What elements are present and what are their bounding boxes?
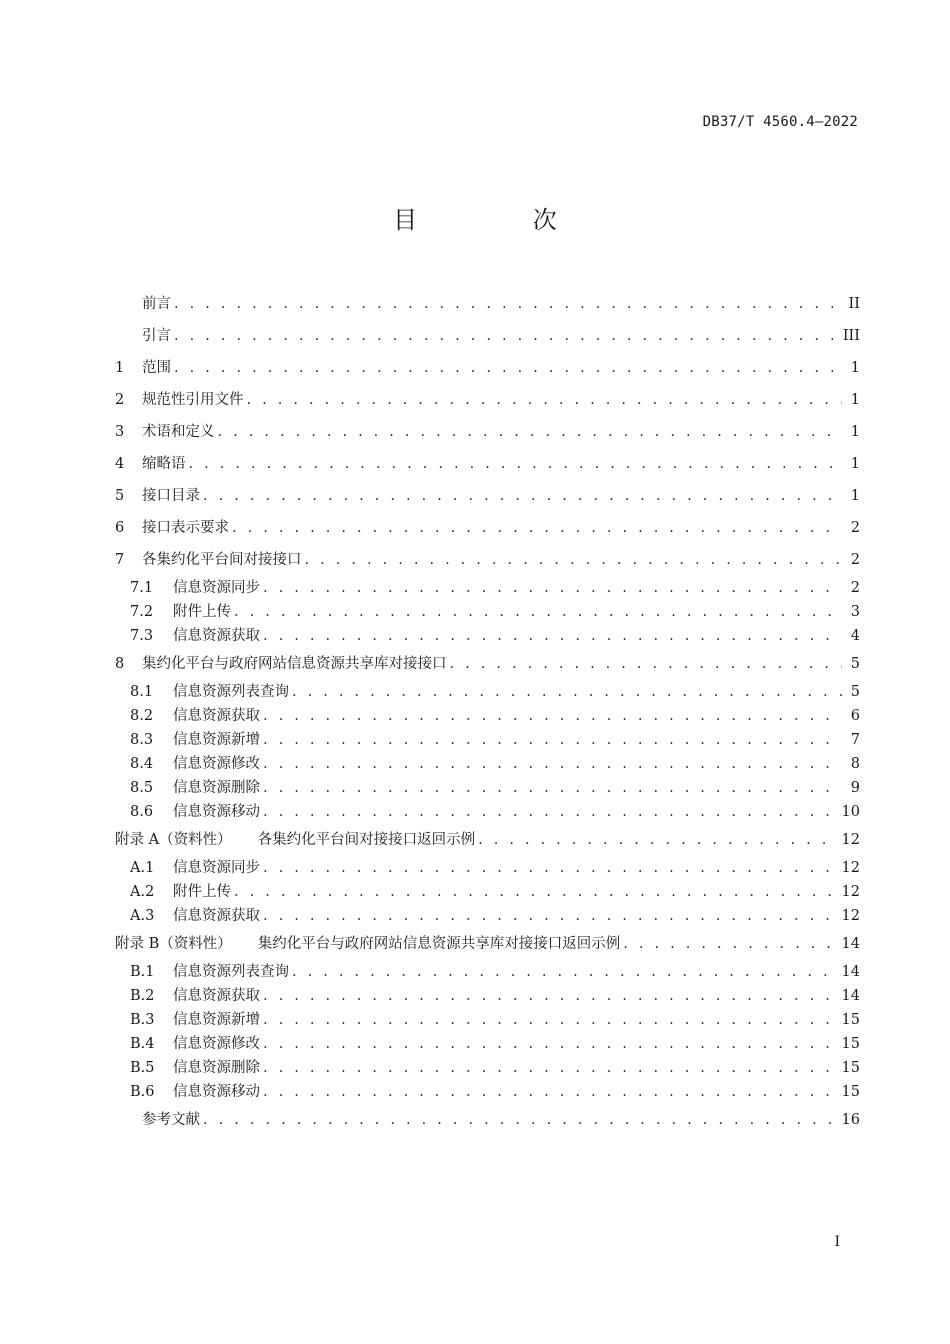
toc-entry-page: 3: [850, 604, 860, 620]
toc-entry[interactable]: [115, 600, 860, 624]
dot-leader: [305, 544, 843, 576]
toc-entry[interactable]: [115, 288, 860, 320]
toc-entry[interactable]: [115, 928, 860, 960]
toc-entry-label: 信息资源列表查询: [173, 964, 289, 980]
toc-entry[interactable]: [115, 1104, 860, 1136]
dot-leader: [292, 680, 842, 704]
toc-entry-label: 引言: [142, 328, 171, 344]
toc-entry-page: 14: [841, 936, 860, 952]
toc-entry-page: 5: [850, 684, 860, 700]
toc-entry-label: 信息资源新增: [173, 1012, 260, 1028]
toc-entry-number: A.3: [130, 908, 155, 924]
toc-entry-number: 1: [115, 360, 125, 376]
dot-leader: [623, 928, 837, 960]
toc-entry[interactable]: [115, 384, 860, 416]
toc-entry-page: 1: [850, 360, 860, 376]
toc-entry-number: 5: [115, 488, 125, 504]
dot-leader: [189, 448, 843, 480]
toc-entry-number: 8: [115, 656, 125, 672]
dot-leader: [292, 960, 838, 984]
toc-entry-page: 14: [841, 964, 860, 980]
toc-entry-label: 信息资源同步: [173, 860, 260, 876]
toc-entry-page: II: [848, 296, 860, 312]
toc-entry-label: 集约化平台与政府网站信息资源共享库对接接口返回示例: [257, 936, 621, 952]
toc-entry-page: 14: [841, 988, 860, 1004]
dot-leader: [450, 648, 843, 680]
toc-entry-number: 7.2: [130, 604, 154, 620]
toc-entry-label: 附件上传: [173, 604, 231, 620]
dot-leader: [263, 728, 842, 752]
toc-entry[interactable]: [115, 576, 860, 600]
toc-entry-number: 6: [115, 520, 125, 536]
toc-entry-label: 各集约化平台间对接接口: [142, 552, 302, 568]
toc-entry[interactable]: [115, 752, 860, 776]
table-of-contents: [115, 288, 860, 1136]
dot-leader: [263, 624, 842, 648]
toc-entry-page: 15: [841, 1036, 860, 1052]
toc-entry-label: 附件上传: [173, 884, 231, 900]
toc-entry-label: 信息资源获取: [173, 908, 260, 924]
toc-entry-number: 8.6: [130, 804, 154, 820]
dot-leader: [234, 600, 842, 624]
toc-entry-page: 12: [841, 860, 860, 876]
toc-entry-number: B.4: [130, 1036, 155, 1052]
toc-entry-page: 12: [841, 884, 860, 900]
toc-entry-label: 信息资源同步: [173, 580, 260, 596]
toc-entry-number: A.2: [130, 884, 155, 900]
toc-entry-page: 12: [841, 908, 860, 924]
dot-leader: [263, 1032, 838, 1056]
toc-entry[interactable]: [115, 1056, 860, 1080]
toc-entry-page: 9: [850, 780, 860, 796]
toc-entry-number: B.6: [130, 1084, 155, 1100]
toc-entry-page: 15: [841, 1084, 860, 1100]
toc-entry[interactable]: [115, 1032, 860, 1056]
dot-leader: [478, 824, 837, 856]
toc-entry-label: 参考文献: [142, 1112, 200, 1128]
toc-entry-page: 12: [841, 832, 860, 848]
toc-entry[interactable]: [115, 1080, 860, 1104]
toc-entry[interactable]: [115, 416, 860, 448]
toc-entry[interactable]: [115, 544, 860, 576]
toc-entry-number: 7: [115, 552, 125, 568]
toc-entry-number: 8.4: [130, 756, 154, 772]
toc-entry-number: 8.1: [130, 684, 154, 700]
toc-entry-page: 2: [850, 552, 860, 568]
toc-entry-label: 信息资源移动: [173, 1084, 260, 1100]
toc-entry-label: 各集约化平台间对接接口返回示例: [257, 832, 476, 848]
dot-leader: [174, 352, 842, 384]
toc-entry-label: 信息资源获取: [173, 988, 260, 1004]
toc-entry-number: 8.3: [130, 732, 154, 748]
toc-entry-number: 3: [115, 424, 125, 440]
dot-leader: [263, 776, 842, 800]
toc-entry-number: 附录 A（资料性）: [115, 832, 232, 848]
toc-entry[interactable]: [115, 704, 860, 728]
toc-entry-label: 信息资源移动: [173, 804, 260, 820]
toc-entry[interactable]: [115, 624, 860, 648]
toc-entry[interactable]: [115, 800, 860, 824]
toc-entry-number: A.1: [130, 860, 155, 876]
toc-entry[interactable]: [115, 856, 860, 880]
toc-entry-label: 信息资源列表查询: [173, 684, 289, 700]
dot-leader: [174, 288, 842, 320]
toc-entry-label: 术语和定义: [142, 424, 215, 440]
dot-leader: [263, 1056, 838, 1080]
dot-leader: [203, 480, 842, 512]
toc-entry-number: B.3: [130, 1012, 155, 1028]
toc-entry[interactable]: [115, 880, 860, 904]
toc-entry[interactable]: [115, 904, 860, 928]
dot-leader: [263, 984, 838, 1008]
toc-entry-page: 10: [841, 804, 860, 820]
toc-entry-page: III: [842, 328, 860, 344]
toc-entry-page: 6: [850, 708, 860, 724]
dot-leader: [232, 512, 842, 544]
toc-entry-label: 信息资源修改: [173, 756, 260, 772]
toc-entry[interactable]: [115, 648, 860, 680]
toc-entry[interactable]: [115, 776, 860, 800]
toc-entry-number: 2: [115, 392, 125, 408]
toc-entry-label: 信息资源新增: [173, 732, 260, 748]
toc-entry-number: B.5: [130, 1060, 155, 1076]
dot-leader: [263, 904, 838, 928]
toc-entry-number: 8.2: [130, 708, 154, 724]
dot-leader: [174, 320, 839, 352]
dot-leader: [218, 416, 843, 448]
toc-entry-number: 7.1: [130, 580, 154, 596]
toc-entry-label: 规范性引用文件: [142, 392, 244, 408]
document-code: DB37/T 4560.4—2022: [702, 114, 858, 130]
toc-entry-number: B.1: [130, 964, 155, 980]
toc-entry-page: 1: [850, 456, 860, 472]
toc-entry[interactable]: [115, 824, 860, 856]
dot-leader: [263, 704, 842, 728]
toc-entry-label: 集约化平台与政府网站信息资源共享库对接接口: [142, 656, 447, 672]
toc-entry-label: 缩略语: [142, 456, 186, 472]
toc-entry-number: 4: [115, 456, 125, 472]
toc-entry[interactable]: [115, 480, 860, 512]
toc-entry-label: 信息资源删除: [173, 1060, 260, 1076]
toc-entry[interactable]: [115, 352, 860, 384]
dot-leader: [203, 1104, 838, 1136]
dot-leader: [263, 752, 842, 776]
dot-leader: [263, 856, 838, 880]
dot-leader: [263, 800, 838, 824]
toc-entry-label: 前言: [142, 296, 171, 312]
toc-entry-page: 4: [850, 628, 860, 644]
toc-entry[interactable]: [115, 960, 860, 984]
page-title: 目 次: [393, 206, 611, 234]
toc-entry-page: 8: [850, 756, 860, 772]
toc-entry-label: 范围: [142, 360, 171, 376]
toc-entry-page: 16: [841, 1112, 860, 1128]
toc-entry-page: 1: [850, 392, 860, 408]
toc-entry[interactable]: [115, 448, 860, 480]
toc-entry-label: 信息资源修改: [173, 1036, 260, 1052]
dot-leader: [263, 1080, 838, 1104]
toc-entry-page: 1: [850, 424, 860, 440]
toc-entry[interactable]: [115, 320, 860, 352]
dot-leader: [263, 576, 842, 600]
toc-entry-page: 5: [850, 656, 860, 672]
toc-entry-label: 接口表示要求: [142, 520, 229, 536]
page-number: I: [834, 1234, 840, 1250]
toc-entry[interactable]: [115, 512, 860, 544]
toc-entry-label: 信息资源获取: [173, 628, 260, 644]
toc-entry-label: 接口目录: [142, 488, 200, 504]
toc-entry[interactable]: [115, 728, 860, 752]
toc-entry-label: 信息资源获取: [173, 708, 260, 724]
toc-entry-page: 15: [841, 1012, 860, 1028]
toc-entry[interactable]: [115, 1008, 860, 1032]
toc-entry-page: 15: [841, 1060, 860, 1076]
toc-entry-page: 2: [850, 520, 860, 536]
toc-entry-page: 1: [850, 488, 860, 504]
toc-entry[interactable]: [115, 984, 860, 1008]
dot-leader: [234, 880, 838, 904]
dot-leader: [247, 384, 843, 416]
toc-entry-page: 7: [850, 732, 860, 748]
toc-entry-label: 信息资源删除: [173, 780, 260, 796]
dot-leader: [263, 1008, 838, 1032]
toc-entry[interactable]: [115, 680, 860, 704]
toc-entry-number: B.2: [130, 988, 155, 1004]
toc-entry-number: 附录 B（资料性）: [115, 936, 232, 952]
toc-entry-number: 8.5: [130, 780, 154, 796]
toc-entry-page: 2: [850, 580, 860, 596]
toc-entry-number: 7.3: [130, 628, 154, 644]
